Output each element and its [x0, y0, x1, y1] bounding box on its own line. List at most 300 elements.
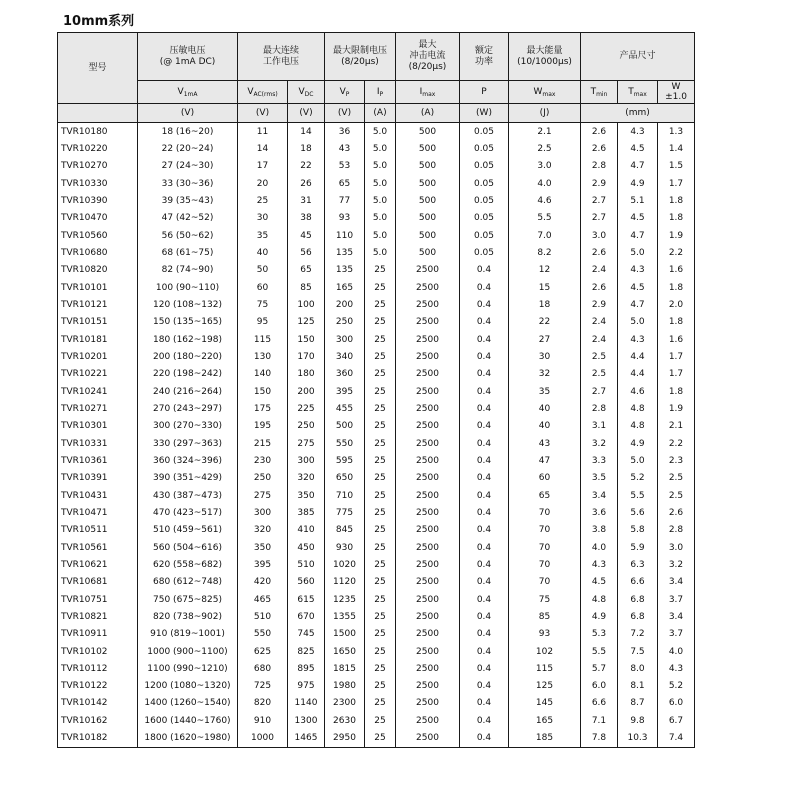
cell-wmax: 145	[509, 695, 581, 712]
cell-varistor-voltage: 360 (324~396)	[138, 452, 238, 469]
cell-model: TVR10220	[58, 140, 138, 157]
cell-vac: 175	[238, 400, 288, 417]
unit-p: (W)	[460, 104, 509, 123]
cell-vdc: 45	[288, 227, 325, 244]
cell-power: 0.4	[460, 400, 509, 417]
cell-ip: 25	[365, 331, 396, 348]
cell-model: TVR10102	[58, 643, 138, 660]
cell-w: 1.8	[658, 210, 695, 227]
cell-tmin: 2.8	[581, 400, 618, 417]
cell-tmax: 4.7	[618, 296, 658, 313]
cell-power: 0.4	[460, 660, 509, 677]
cell-vdc: 670	[288, 608, 325, 625]
cell-tmax: 4.5	[618, 279, 658, 296]
cell-model: TVR10561	[58, 539, 138, 556]
table-row	[58, 348, 695, 365]
cell-vdc: 200	[288, 383, 325, 400]
cell-imax: 2500	[396, 695, 460, 712]
cell-wmax: 60	[509, 470, 581, 487]
cell-varistor-voltage: 68 (61~75)	[138, 244, 238, 261]
cell-wmax: 4.0	[509, 175, 581, 192]
cell-imax: 2500	[396, 331, 460, 348]
cell-vp: 53	[325, 158, 365, 175]
cell-ip: 25	[365, 556, 396, 573]
cell-power: 0.4	[460, 331, 509, 348]
cell-ip: 5.0	[365, 244, 396, 261]
cell-varistor-voltage: 1000 (900~1100)	[138, 643, 238, 660]
cell-w: 2.5	[658, 470, 695, 487]
cell-wmax: 47	[509, 452, 581, 469]
cell-tmax: 8.0	[618, 660, 658, 677]
header-dimensions: 产品尺寸	[581, 33, 695, 81]
cell-power: 0.4	[460, 314, 509, 331]
cell-vdc: 350	[288, 487, 325, 504]
cell-tmax: 4.7	[618, 158, 658, 175]
cell-wmax: 2.1	[509, 123, 581, 141]
cell-tmax: 4.3	[618, 262, 658, 279]
cell-vdc: 56	[288, 244, 325, 261]
cell-varistor-voltage: 180 (162~198)	[138, 331, 238, 348]
cell-vp: 2630	[325, 712, 365, 729]
table-row	[58, 366, 695, 383]
symbol-imax: $I_{max}$	[396, 81, 460, 104]
cell-wmax: 70	[509, 574, 581, 591]
cell-power: 0.05	[460, 210, 509, 227]
cell-vdc: 275	[288, 435, 325, 452]
cell-vac: 20	[238, 175, 288, 192]
cell-ip: 25	[365, 660, 396, 677]
cell-vp: 395	[325, 383, 365, 400]
table-row	[58, 574, 695, 591]
cell-model: TVR10471	[58, 504, 138, 521]
cell-vdc: 1300	[288, 712, 325, 729]
table-row	[58, 262, 695, 279]
unit-imax: (A)	[396, 104, 460, 123]
cell-varistor-voltage: 1200 (1080~1320)	[138, 678, 238, 695]
cell-model: TVR10911	[58, 626, 138, 643]
cell-w: 3.4	[658, 574, 695, 591]
cell-power: 0.4	[460, 539, 509, 556]
cell-varistor-voltage: 22 (20~24)	[138, 140, 238, 157]
cell-power: 0.05	[460, 140, 509, 157]
cell-imax: 2500	[396, 296, 460, 313]
cell-ip: 25	[365, 522, 396, 539]
cell-ip: 25	[365, 435, 396, 452]
cell-wmax: 2.5	[509, 140, 581, 157]
cell-ip: 25	[365, 608, 396, 625]
cell-imax: 2500	[396, 729, 460, 747]
cell-wmax: 35	[509, 383, 581, 400]
cell-w: 7.4	[658, 729, 695, 747]
cell-wmax: 70	[509, 522, 581, 539]
cell-tmin: 2.7	[581, 192, 618, 209]
cell-w: 1.8	[658, 192, 695, 209]
cell-imax: 2500	[396, 522, 460, 539]
symbol-tmin: $T_{min}$	[581, 81, 618, 104]
cell-tmax: 5.1	[618, 192, 658, 209]
cell-tmin: 3.5	[581, 470, 618, 487]
cell-vp: 930	[325, 539, 365, 556]
cell-vp: 550	[325, 435, 365, 452]
cell-tmin: 2.4	[581, 262, 618, 279]
cell-model: TVR10142	[58, 695, 138, 712]
cell-w: 3.2	[658, 556, 695, 573]
table-row	[58, 192, 695, 209]
cell-w: 2.8	[658, 522, 695, 539]
cell-vp: 340	[325, 348, 365, 365]
cell-vdc: 1140	[288, 695, 325, 712]
cell-power: 0.4	[460, 712, 509, 729]
unit-vac: (V)	[238, 104, 288, 123]
table-row	[58, 244, 695, 261]
cell-ip: 25	[365, 678, 396, 695]
cell-power: 0.4	[460, 348, 509, 365]
cell-imax: 2500	[396, 400, 460, 417]
header-model: 型号	[58, 33, 138, 104]
cell-ip: 25	[365, 314, 396, 331]
cell-imax: 2500	[396, 348, 460, 365]
cell-tmin: 3.8	[581, 522, 618, 539]
cell-varistor-voltage: 270 (243~297)	[138, 400, 238, 417]
cell-model: TVR10470	[58, 210, 138, 227]
cell-model: TVR10391	[58, 470, 138, 487]
cell-tmax: 4.9	[618, 435, 658, 452]
cell-imax: 500	[396, 140, 460, 157]
cell-ip: 25	[365, 348, 396, 365]
cell-w: 1.3	[658, 123, 695, 141]
cell-ip: 25	[365, 487, 396, 504]
cell-w: 3.4	[658, 608, 695, 625]
cell-varistor-voltage: 27 (24~30)	[138, 158, 238, 175]
cell-vac: 195	[238, 418, 288, 435]
table-header	[58, 33, 695, 123]
cell-model: TVR10560	[58, 227, 138, 244]
table-row	[58, 227, 695, 244]
cell-tmin: 6.6	[581, 695, 618, 712]
cell-imax: 2500	[396, 279, 460, 296]
cell-imax: 500	[396, 210, 460, 227]
table-row	[58, 383, 695, 400]
cell-varistor-voltage: 82 (74~90)	[138, 262, 238, 279]
cell-vdc: 615	[288, 591, 325, 608]
cell-wmax: 65	[509, 487, 581, 504]
cell-tmax: 5.0	[618, 452, 658, 469]
cell-wmax: 165	[509, 712, 581, 729]
cell-imax: 2500	[396, 435, 460, 452]
symbol-ip: $I_P$	[365, 81, 396, 104]
header-varistor-voltage: 压敏电压 (@ 1mA DC)	[138, 33, 238, 81]
cell-tmax: 6.6	[618, 574, 658, 591]
cell-imax: 500	[396, 244, 460, 261]
table-row	[58, 556, 695, 573]
cell-model: TVR10221	[58, 366, 138, 383]
cell-vdc: 150	[288, 331, 325, 348]
table-row	[58, 695, 695, 712]
cell-power: 0.4	[460, 296, 509, 313]
cell-tmin: 2.8	[581, 158, 618, 175]
cell-imax: 2500	[396, 487, 460, 504]
table-body	[58, 123, 695, 748]
cell-varistor-voltage: 240 (216~264)	[138, 383, 238, 400]
cell-ip: 25	[365, 712, 396, 729]
cell-vp: 135	[325, 244, 365, 261]
cell-tmax: 5.6	[618, 504, 658, 521]
cell-wmax: 12	[509, 262, 581, 279]
cell-vdc: 825	[288, 643, 325, 660]
cell-power: 0.4	[460, 504, 509, 521]
cell-tmin: 3.0	[581, 227, 618, 244]
cell-tmax: 4.9	[618, 175, 658, 192]
cell-w: 5.2	[658, 678, 695, 695]
cell-vp: 1120	[325, 574, 365, 591]
cell-imax: 2500	[396, 678, 460, 695]
table-row	[58, 210, 695, 227]
cell-wmax: 5.5	[509, 210, 581, 227]
cell-tmin: 4.0	[581, 539, 618, 556]
cell-ip: 5.0	[365, 210, 396, 227]
cell-vp: 360	[325, 366, 365, 383]
cell-w: 1.6	[658, 331, 695, 348]
cell-vp: 135	[325, 262, 365, 279]
table-row	[58, 626, 695, 643]
cell-vp: 1020	[325, 556, 365, 573]
cell-power: 0.05	[460, 123, 509, 141]
cell-vac: 17	[238, 158, 288, 175]
cell-vp: 1355	[325, 608, 365, 625]
cell-w: 1.7	[658, 348, 695, 365]
cell-tmin: 3.2	[581, 435, 618, 452]
cell-vdc: 85	[288, 279, 325, 296]
table-row	[58, 158, 695, 175]
cell-tmin: 2.6	[581, 244, 618, 261]
cell-power: 0.4	[460, 643, 509, 660]
cell-vac: 350	[238, 539, 288, 556]
cell-tmin: 2.5	[581, 366, 618, 383]
cell-varistor-voltage: 430 (387~473)	[138, 487, 238, 504]
cell-tmin: 3.3	[581, 452, 618, 469]
cell-imax: 500	[396, 227, 460, 244]
cell-wmax: 40	[509, 418, 581, 435]
cell-ip: 25	[365, 626, 396, 643]
cell-model: TVR10390	[58, 192, 138, 209]
cell-vdc: 895	[288, 660, 325, 677]
cell-vp: 65	[325, 175, 365, 192]
cell-wmax: 15	[509, 279, 581, 296]
cell-w: 1.8	[658, 279, 695, 296]
cell-imax: 2500	[396, 418, 460, 435]
cell-vdc: 22	[288, 158, 325, 175]
cell-ip: 25	[365, 539, 396, 556]
unit-vp: (V)	[325, 104, 365, 123]
table-row	[58, 487, 695, 504]
cell-imax: 2500	[396, 608, 460, 625]
cell-ip: 25	[365, 279, 396, 296]
cell-varistor-voltage: 680 (612~748)	[138, 574, 238, 591]
cell-tmin: 3.4	[581, 487, 618, 504]
cell-ip: 25	[365, 729, 396, 747]
table-row	[58, 314, 695, 331]
cell-power: 0.4	[460, 452, 509, 469]
cell-w: 1.8	[658, 383, 695, 400]
cell-power: 0.4	[460, 487, 509, 504]
cell-wmax: 70	[509, 539, 581, 556]
header-max-clamping-voltage: 最大限制电压 (8/20μs)	[325, 33, 396, 81]
symbol-vp: $V_P$	[325, 81, 365, 104]
cell-wmax: 70	[509, 504, 581, 521]
cell-model: TVR10621	[58, 556, 138, 573]
table-row	[58, 591, 695, 608]
cell-vac: 11	[238, 123, 288, 141]
cell-tmax: 6.3	[618, 556, 658, 573]
cell-tmin: 4.5	[581, 574, 618, 591]
cell-imax: 2500	[396, 314, 460, 331]
cell-imax: 2500	[396, 262, 460, 279]
cell-model: TVR10181	[58, 331, 138, 348]
cell-w: 4.3	[658, 660, 695, 677]
table-row	[58, 470, 695, 487]
cell-vp: 845	[325, 522, 365, 539]
cell-wmax: 32	[509, 366, 581, 383]
cell-varistor-voltage: 330 (297~363)	[138, 435, 238, 452]
cell-vac: 725	[238, 678, 288, 695]
cell-varistor-voltage: 39 (35~43)	[138, 192, 238, 209]
cell-vp: 500	[325, 418, 365, 435]
cell-wmax: 30	[509, 348, 581, 365]
cell-tmax: 4.5	[618, 210, 658, 227]
table-row	[58, 608, 695, 625]
cell-power: 0.4	[460, 556, 509, 573]
cell-vp: 710	[325, 487, 365, 504]
cell-model: TVR10511	[58, 522, 138, 539]
cell-varistor-voltage: 56 (50~62)	[138, 227, 238, 244]
table-row	[58, 175, 695, 192]
table-row	[58, 279, 695, 296]
cell-tmax: 8.7	[618, 695, 658, 712]
table-row	[58, 400, 695, 417]
cell-ip: 5.0	[365, 140, 396, 157]
unit-blank	[58, 104, 138, 123]
table-row	[58, 729, 695, 747]
cell-vp: 1500	[325, 626, 365, 643]
cell-imax: 2500	[396, 626, 460, 643]
cell-varistor-voltage: 1100 (990~1210)	[138, 660, 238, 677]
cell-imax: 500	[396, 175, 460, 192]
cell-tmax: 4.4	[618, 348, 658, 365]
cell-power: 0.4	[460, 591, 509, 608]
cell-power: 0.4	[460, 695, 509, 712]
symbol-v1ma: $V_{1mA}$	[138, 81, 238, 104]
cell-imax: 2500	[396, 591, 460, 608]
table-row	[58, 712, 695, 729]
cell-vp: 110	[325, 227, 365, 244]
cell-varistor-voltage: 150 (135~165)	[138, 314, 238, 331]
cell-wmax: 8.2	[509, 244, 581, 261]
symbol-tmax: $T_{max}$	[618, 81, 658, 104]
cell-tmin: 5.3	[581, 626, 618, 643]
cell-imax: 2500	[396, 539, 460, 556]
cell-model: TVR10151	[58, 314, 138, 331]
cell-vac: 75	[238, 296, 288, 313]
cell-tmax: 4.6	[618, 383, 658, 400]
cell-vac: 680	[238, 660, 288, 677]
cell-imax: 500	[396, 192, 460, 209]
table-row	[58, 643, 695, 660]
cell-vp: 36	[325, 123, 365, 141]
cell-tmin: 4.3	[581, 556, 618, 573]
cell-ip: 25	[365, 504, 396, 521]
cell-vdc: 450	[288, 539, 325, 556]
table-row	[58, 452, 695, 469]
cell-vp: 650	[325, 470, 365, 487]
cell-tmin: 2.5	[581, 348, 618, 365]
cell-vdc: 125	[288, 314, 325, 331]
cell-varistor-voltage: 910 (819~1001)	[138, 626, 238, 643]
varistor-spec-table	[57, 32, 695, 748]
cell-model: TVR10162	[58, 712, 138, 729]
cell-wmax: 3.0	[509, 158, 581, 175]
cell-tmax: 5.2	[618, 470, 658, 487]
cell-tmax: 4.3	[618, 331, 658, 348]
symbol-p: P	[460, 81, 509, 104]
cell-varistor-voltage: 100 (90~110)	[138, 279, 238, 296]
cell-ip: 5.0	[365, 192, 396, 209]
cell-wmax: 40	[509, 400, 581, 417]
cell-power: 0.05	[460, 158, 509, 175]
cell-varistor-voltage: 620 (558~682)	[138, 556, 238, 573]
cell-varistor-voltage: 200 (180~220)	[138, 348, 238, 365]
cell-vp: 43	[325, 140, 365, 157]
cell-ip: 25	[365, 470, 396, 487]
cell-imax: 500	[396, 158, 460, 175]
cell-vac: 275	[238, 487, 288, 504]
cell-vp: 165	[325, 279, 365, 296]
cell-tmin: 7.1	[581, 712, 618, 729]
cell-w: 1.7	[658, 175, 695, 192]
cell-model: TVR10241	[58, 383, 138, 400]
cell-ip: 25	[365, 383, 396, 400]
unit-ip: (A)	[365, 104, 396, 123]
cell-vdc: 1465	[288, 729, 325, 747]
unit-vdc: (V)	[288, 104, 325, 123]
cell-varistor-voltage: 390 (351~429)	[138, 470, 238, 487]
cell-model: TVR10101	[58, 279, 138, 296]
cell-model: TVR10820	[58, 262, 138, 279]
table-row	[58, 660, 695, 677]
cell-vac: 420	[238, 574, 288, 591]
cell-tmax: 5.9	[618, 539, 658, 556]
cell-tmax: 4.7	[618, 227, 658, 244]
cell-wmax: 7.0	[509, 227, 581, 244]
cell-w: 2.3	[658, 452, 695, 469]
table-row	[58, 522, 695, 539]
cell-varistor-voltage: 1800 (1620~1980)	[138, 729, 238, 747]
cell-vac: 510	[238, 608, 288, 625]
cell-vdc: 26	[288, 175, 325, 192]
cell-vac: 35	[238, 227, 288, 244]
symbol-vac: $V_{AC(rms)}$	[238, 81, 288, 104]
cell-power: 0.4	[460, 678, 509, 695]
cell-tmin: 4.9	[581, 608, 618, 625]
cell-tmax: 10.3	[618, 729, 658, 747]
cell-wmax: 22	[509, 314, 581, 331]
cell-varistor-voltage: 510 (459~561)	[138, 522, 238, 539]
cell-power: 0.4	[460, 262, 509, 279]
cell-imax: 2500	[396, 660, 460, 677]
cell-vdc: 250	[288, 418, 325, 435]
cell-tmin: 4.8	[581, 591, 618, 608]
cell-varistor-voltage: 1400 (1260~1540)	[138, 695, 238, 712]
table-row	[58, 296, 695, 313]
